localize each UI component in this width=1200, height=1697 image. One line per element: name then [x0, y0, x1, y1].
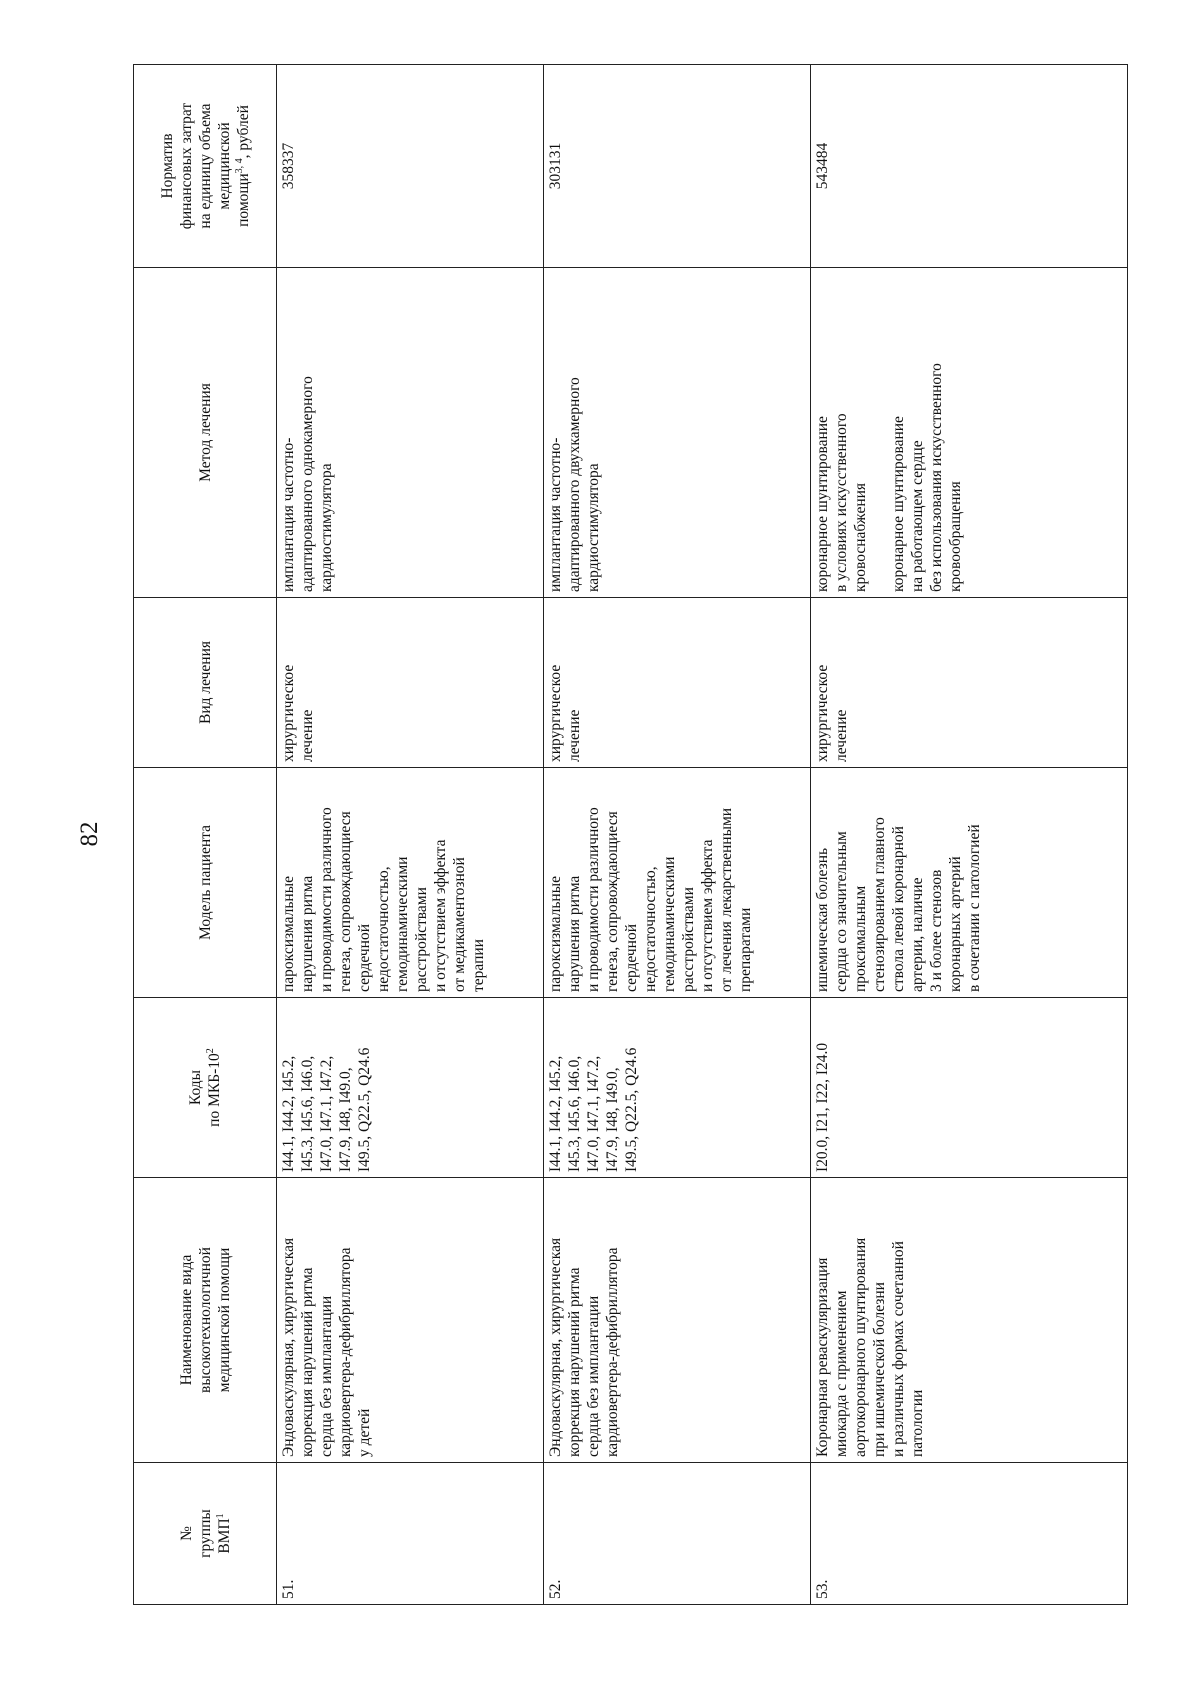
cell-name: Эндоваскулярная, хирургическая коррекция нарушений ритма сердца без имплантации кардиовертера-дефибриллятора у детей — [277, 1178, 544, 1463]
cell-model: пароксизмальные нарушения ритма и проводимости различного генеза, сопровождающиеся сердечной недостаточностью, гемодинамическими расстройствами и отсутствием эффекта от лечения лекарственными препаратами — [544, 768, 811, 998]
cell-method: имплантация частотно- адаптированного однокамерного кардиостимулятора — [277, 268, 544, 598]
cell-model: ишемическая болезнь сердца со значительным проксимальным стенозированием главного ствола левой коронарной артерии, наличие 3 и более стенозов коронарных артерий в сочетании с патологией — [811, 768, 1128, 998]
page-number: 82 — [76, 821, 103, 847]
table-row — [544, 65, 811, 1605]
header-method: Метод лечения — [134, 268, 277, 598]
table-row — [277, 65, 544, 1605]
cell-cost: 303131 — [544, 65, 811, 268]
cell-name: Эндоваскулярная, хирургическая коррекция нарушений ритма сердца без имплантации кардиовертера-дефибриллятора — [544, 1178, 811, 1463]
header-codes: Коды по МКБ-$10^2$ — [134, 998, 277, 1178]
cell-group-no: 53. — [811, 1463, 1128, 1605]
cell-kind: хирургическое лечение — [277, 598, 544, 768]
cell-kind: хирургическое лечение — [811, 598, 1128, 768]
header-cost: Норматив финансовых затрат на единицу объема медицинской помощи$^{3, 4}$, рублей — [134, 65, 277, 268]
header-group-no: № группы ВМП$^1$ — [134, 1463, 277, 1605]
table-header-row — [134, 65, 277, 1605]
cell-method: коронарное шунтирование в условиях искусственного кровоснабжения коронарное шунтирование на работающем сердце без использования искусственного кровообращения — [811, 268, 1128, 598]
cell-name: Коронарная реваскуляризация миокарда с применением аортокоронарного шунтирования при ишемической болезни и различных формах сочетанной патологии — [811, 1178, 1128, 1463]
cell-cost: 358337 — [277, 65, 544, 268]
cell-kind: хирургическое лечение — [544, 598, 811, 768]
header-model: Модель пациента — [134, 768, 277, 998]
cell-group-no: 51. — [277, 1463, 544, 1605]
header-name: Наименование вида высокотехнологичной медицинской помощи — [134, 1178, 277, 1463]
vmp-table — [133, 64, 1128, 1605]
cell-model: пароксизмальные нарушения ритма и проводимости различного генеза, сопровождающиеся сердечной недостаточностью, гемодинамическими расстройствами и отсутствием эффекта от медикаментозной терапии — [277, 768, 544, 998]
cell-codes: I20.0, I21, I22, I24.0 — [811, 998, 1128, 1178]
cell-cost: 543484 — [811, 65, 1128, 268]
table-row — [811, 65, 1128, 1605]
cell-method: имплантация частотно- адаптированного двухкамерного кардиостимулятора — [544, 268, 811, 598]
header-kind: Вид лечения — [134, 598, 277, 768]
cell-group-no: 52. — [544, 1463, 811, 1605]
cell-codes: I44.1, I44.2, I45.2, I45.3, I45.6, I46.0, I47.0, I47.1, I47.2, I47.9, I48, I49.0, I49.5, Q22.5, Q24.6 — [277, 998, 544, 1178]
cell-codes: I44.1, I44.2, I45.2, I45.3, I45.6, I46.0, I47.0, I47.1, I47.2, I47.9, I48, I49.0, I49.5, Q22.5, Q24.6 — [544, 998, 811, 1178]
rotated-table-wrapper — [133, 65, 1143, 1605]
